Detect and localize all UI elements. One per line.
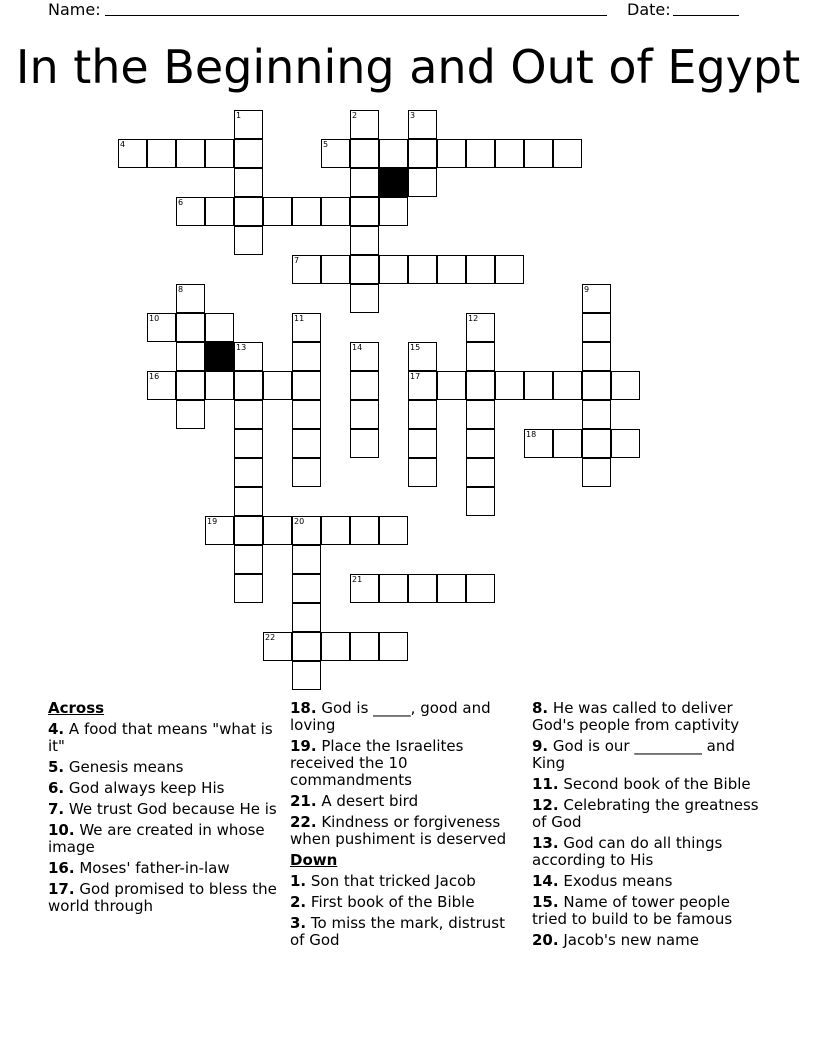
grid-cell[interactable]: [234, 458, 263, 487]
clue-text: A desert bird: [316, 792, 419, 810]
down-clues-continued: [532, 700, 764, 949]
clue-text: Exodus means: [558, 872, 673, 890]
grid-cell[interactable]: [582, 458, 611, 487]
grid-cell[interactable]: [350, 371, 379, 400]
clue-text: A food that means "what is it": [48, 720, 273, 755]
clue: [48, 881, 280, 915]
grid-cell[interactable]: [582, 313, 611, 342]
clue: [48, 801, 280, 818]
clue-number: 12: [468, 314, 479, 323]
grid-cell[interactable]: [263, 197, 292, 226]
grid-cell[interactable]: [524, 139, 553, 168]
grid-cell[interactable]: [292, 313, 321, 342]
clue-column-1: [48, 700, 280, 919]
clue-number: 22: [265, 633, 276, 642]
grid-cell[interactable]: [234, 574, 263, 603]
grid-cell[interactable]: [234, 168, 263, 197]
grid-cell[interactable]: [408, 400, 437, 429]
grid-cell[interactable]: [466, 458, 495, 487]
clue-text: He was called to deliver God's people from captivity: [532, 699, 740, 734]
clue-number: 22.: [290, 813, 317, 831]
clue-number: 17.: [48, 880, 75, 898]
clue-text: Celebrating the greatness of God: [532, 796, 759, 831]
grid-cell[interactable]: [611, 371, 640, 400]
clue: [290, 915, 522, 949]
clue-number: 10.: [48, 821, 75, 839]
grid-cell[interactable]: [292, 458, 321, 487]
clue-number: 16.: [48, 859, 75, 877]
grid-cell[interactable]: [292, 255, 321, 284]
grid-cell[interactable]: [234, 400, 263, 429]
clue: [48, 860, 280, 877]
clue-number: 21: [352, 575, 363, 584]
grid-cell[interactable]: [234, 487, 263, 516]
grid-cell[interactable]: [379, 139, 408, 168]
clue-number: 3: [410, 111, 416, 120]
clue-number: 5.: [48, 758, 65, 776]
clue-number: 11.: [532, 775, 559, 793]
grid-cell[interactable]: [234, 342, 263, 371]
grid-cell[interactable]: [582, 284, 611, 313]
grid-cell[interactable]: [350, 139, 379, 168]
grid-cell[interactable]: [350, 255, 379, 284]
clue-number: 13: [236, 343, 247, 352]
grid-cell[interactable]: [408, 371, 437, 400]
clue: [532, 894, 764, 928]
across-heading: Across: [48, 699, 105, 717]
clue-column-3: [532, 700, 764, 953]
clue-list: [0, 700, 816, 1000]
clue: [532, 776, 764, 793]
grid-cell[interactable]: [176, 139, 205, 168]
clue-text: Genesis means: [64, 758, 184, 776]
clue: [290, 738, 522, 789]
grid-cell[interactable]: [437, 139, 466, 168]
grid-cell[interactable]: [466, 139, 495, 168]
grid-cell[interactable]: [408, 429, 437, 458]
black-square: [379, 168, 408, 197]
across-clues-continued: [290, 700, 522, 848]
page-title: In the Beginning and Out of Egypt: [15, 40, 801, 94]
clue-text: Place the Israelites received the 10 commandments: [290, 737, 464, 789]
grid-cell[interactable]: [379, 197, 408, 226]
grid-cell[interactable]: [466, 313, 495, 342]
grid-cell[interactable]: [205, 197, 234, 226]
clue-text: Jacob's new name: [558, 931, 699, 949]
date-label: Date:: [627, 0, 671, 19]
clue-number: 6.: [48, 779, 65, 797]
grid-cell[interactable]: [466, 400, 495, 429]
clue-text: God always keep His: [64, 779, 225, 797]
grid-cell[interactable]: [495, 139, 524, 168]
clue: [290, 814, 522, 848]
clue-number: 19: [207, 517, 218, 526]
grid-cell[interactable]: [234, 545, 263, 574]
clue-number: 15.: [532, 893, 559, 911]
grid-cell[interactable]: [292, 371, 321, 400]
grid-cell[interactable]: [147, 139, 176, 168]
clue-number: 16: [149, 372, 160, 381]
grid-cell[interactable]: [408, 139, 437, 168]
grid-cell[interactable]: [292, 197, 321, 226]
grid-cell[interactable]: [205, 371, 234, 400]
grid-cell[interactable]: [553, 371, 582, 400]
grid-cell[interactable]: [350, 226, 379, 255]
clue: [290, 700, 522, 734]
grid-cell[interactable]: [292, 429, 321, 458]
grid-cell[interactable]: [234, 371, 263, 400]
clue-number: 18.: [290, 699, 317, 717]
grid-cell[interactable]: [205, 313, 234, 342]
grid-cell[interactable]: [437, 255, 466, 284]
grid-cell[interactable]: [553, 429, 582, 458]
grid-cell[interactable]: [466, 255, 495, 284]
grid-cell[interactable]: [379, 516, 408, 545]
clue-number: 4: [120, 140, 126, 149]
clue-number: 21.: [290, 792, 317, 810]
grid-cell[interactable]: [379, 255, 408, 284]
grid-cell[interactable]: [176, 313, 205, 342]
clue-text: First book of the Bible: [306, 893, 475, 911]
clue-number: 3.: [290, 914, 307, 932]
grid-cell[interactable]: [495, 255, 524, 284]
grid-cell[interactable]: [176, 371, 205, 400]
grid-cell[interactable]: [582, 371, 611, 400]
grid-cell[interactable]: [524, 429, 553, 458]
grid-cell[interactable]: [408, 342, 437, 371]
grid-cell[interactable]: [234, 226, 263, 255]
clue-number: 17: [410, 372, 421, 381]
clue: [48, 759, 280, 776]
grid-cell[interactable]: [205, 516, 234, 545]
grid-cell[interactable]: [495, 371, 524, 400]
grid-cell[interactable]: [292, 516, 321, 545]
clue-number: 7.: [48, 800, 65, 818]
grid-cell[interactable]: [234, 110, 263, 139]
clue-text: Name of tower people tried to build to be famous: [532, 893, 733, 928]
grid-cell[interactable]: [350, 574, 379, 603]
clue: [290, 873, 522, 890]
clue-text: God is _____, good and loving: [290, 699, 491, 734]
grid-cell[interactable]: [263, 371, 292, 400]
clue: [290, 793, 522, 810]
clue: [532, 835, 764, 869]
clue: [48, 822, 280, 856]
grid-cell[interactable]: [292, 661, 321, 690]
clue-number: 2: [352, 111, 358, 120]
grid-cell[interactable]: [292, 342, 321, 371]
grid-cell[interactable]: [408, 574, 437, 603]
clue: [48, 780, 280, 797]
clue-number: 11: [294, 314, 305, 323]
clue-number: 10: [149, 314, 160, 323]
grid-cell[interactable]: [466, 487, 495, 516]
grid-cell[interactable]: [437, 574, 466, 603]
clue-number: 20.: [532, 931, 559, 949]
grid-cell[interactable]: [408, 458, 437, 487]
clue: [532, 738, 764, 772]
grid-cell[interactable]: [524, 371, 553, 400]
grid-cell[interactable]: [466, 429, 495, 458]
grid-cell[interactable]: [147, 371, 176, 400]
grid-cell[interactable]: [292, 632, 321, 661]
clue: [532, 700, 764, 734]
clue-number: 2.: [290, 893, 307, 911]
grid-cell[interactable]: [176, 400, 205, 429]
clue-number: 6: [178, 198, 184, 207]
grid-cell[interactable]: [553, 139, 582, 168]
grid-cell[interactable]: [408, 110, 437, 139]
clue-number: 9: [584, 285, 590, 294]
clue-number: 1: [236, 111, 242, 120]
grid-cell[interactable]: [234, 139, 263, 168]
grid-cell[interactable]: [263, 516, 292, 545]
grid-cell[interactable]: [321, 139, 350, 168]
clue-number: 9.: [532, 737, 549, 755]
grid-cell[interactable]: [147, 313, 176, 342]
grid-cell[interactable]: [350, 632, 379, 661]
clue-text: God promised to bless the world through: [48, 880, 277, 915]
grid-cell[interactable]: [350, 110, 379, 139]
grid-cell[interactable]: [176, 284, 205, 313]
clue-number: 13.: [532, 834, 559, 852]
clue-text: Son that tricked Jacob: [306, 872, 476, 890]
grid-cell[interactable]: [321, 255, 350, 284]
grid-cell[interactable]: [205, 139, 234, 168]
grid-cell[interactable]: [292, 603, 321, 632]
clue: [48, 721, 280, 755]
grid-cell[interactable]: [582, 429, 611, 458]
clue-text: God is our _________ and King: [532, 737, 735, 772]
clue-number: 1.: [290, 872, 307, 890]
grid-cell[interactable]: [466, 371, 495, 400]
grid-cell[interactable]: [466, 342, 495, 371]
grid-cell[interactable]: [321, 632, 350, 661]
grid-cell[interactable]: [350, 168, 379, 197]
clue-number: 18: [526, 430, 537, 439]
grid-cell[interactable]: [611, 429, 640, 458]
name-label: Name:: [48, 0, 101, 19]
clue-number: 19.: [290, 737, 317, 755]
clue: [532, 797, 764, 831]
down-clues: [290, 873, 522, 949]
grid-cell[interactable]: [350, 197, 379, 226]
black-square: [205, 342, 234, 371]
grid-cell[interactable]: [350, 342, 379, 371]
clue-number: 5: [323, 140, 329, 149]
grid-cell[interactable]: [292, 545, 321, 574]
grid-cell[interactable]: [466, 574, 495, 603]
grid-cell[interactable]: [408, 168, 437, 197]
grid-cell[interactable]: [321, 516, 350, 545]
clue-number: 8.: [532, 699, 549, 717]
clue-text: Kindness or forgiveness when pushiment is deserved: [290, 813, 507, 848]
grid-cell[interactable]: [437, 371, 466, 400]
grid-cell[interactable]: [350, 516, 379, 545]
grid-cell[interactable]: [292, 574, 321, 603]
clue-text: We trust God because He is: [64, 800, 277, 818]
clue-text: We are created in whose image: [48, 821, 265, 856]
grid-cell[interactable]: [379, 574, 408, 603]
clue-number: 14: [352, 343, 363, 352]
clue-number: 8: [178, 285, 184, 294]
clue-number: 7: [294, 256, 300, 265]
across-clues: [48, 721, 280, 915]
grid-cell[interactable]: [408, 255, 437, 284]
clue-text: Second book of the Bible: [558, 775, 751, 793]
grid-cell[interactable]: [350, 284, 379, 313]
grid-cell[interactable]: [118, 139, 147, 168]
clue-column-2: [290, 700, 522, 953]
grid-cell[interactable]: [176, 197, 205, 226]
grid-cell[interactable]: [582, 342, 611, 371]
grid-cell[interactable]: [350, 429, 379, 458]
grid-cell[interactable]: [234, 429, 263, 458]
grid-cell[interactable]: [234, 197, 263, 226]
grid-cell[interactable]: [176, 342, 205, 371]
clue-number: 20: [294, 517, 305, 526]
grid-cell[interactable]: [234, 516, 263, 545]
clue-text: Moses' father-in-law: [74, 859, 230, 877]
clue: [290, 894, 522, 911]
clue-number: 15: [410, 343, 421, 352]
grid-cell[interactable]: [321, 197, 350, 226]
down-heading: Down: [290, 851, 338, 869]
grid-cell[interactable]: [350, 400, 379, 429]
clue: [532, 873, 764, 890]
grid-cell[interactable]: [582, 400, 611, 429]
grid-cell[interactable]: [379, 632, 408, 661]
grid-cell[interactable]: [292, 400, 321, 429]
clue-text: God can do all things according to His: [532, 834, 723, 869]
clue-number: 12.: [532, 796, 559, 814]
grid-cell[interactable]: [263, 632, 292, 661]
clue-text: To miss the mark, distrust of God: [290, 914, 505, 949]
clue: [532, 932, 764, 949]
clue-number: 4.: [48, 720, 65, 738]
clue-number: 14.: [532, 872, 559, 890]
